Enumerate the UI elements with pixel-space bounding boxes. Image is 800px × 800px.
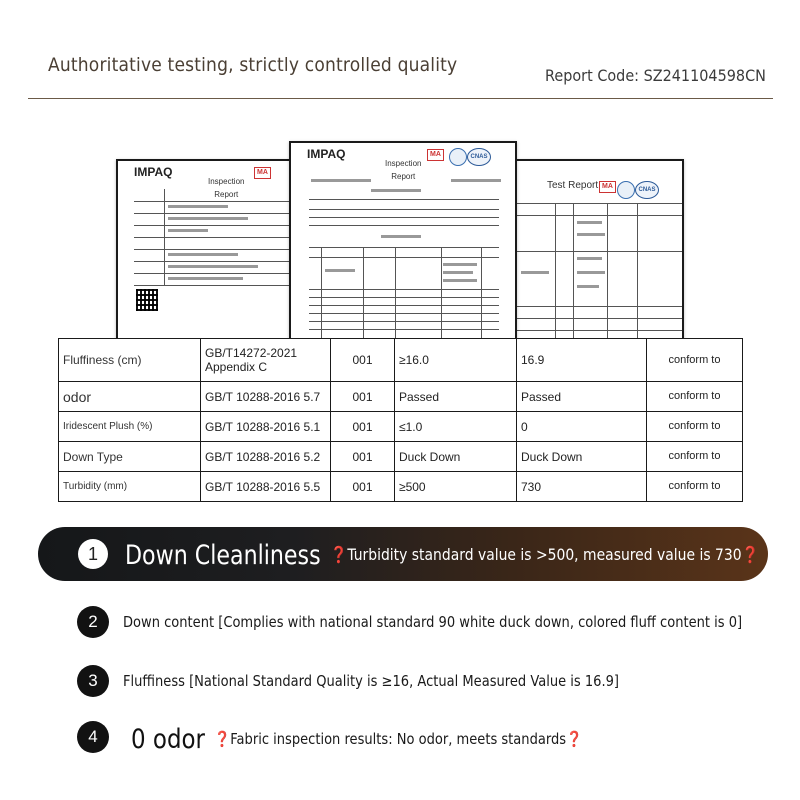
conclusion: conform to	[647, 412, 743, 442]
report-document-right	[505, 159, 684, 348]
test-item: odor	[59, 382, 201, 412]
report-code: Report Code: SZ241104598CN	[545, 66, 766, 85]
number-badge: 3	[77, 665, 109, 697]
impaq-logo: IMPAQ	[307, 147, 346, 161]
conclusion: conform to	[647, 472, 743, 502]
impaq-logo: IMPAQ	[134, 165, 173, 179]
number-badge: 2	[77, 606, 109, 638]
report-title: Inspection Report	[208, 177, 245, 199]
table-row	[59, 339, 743, 382]
ma-stamp: MA	[254, 167, 271, 179]
requirement: ≥500	[395, 472, 517, 502]
test-standard: GB/T 10288-2016 5.2	[201, 442, 331, 472]
highlight-text: ❓Fabric inspection results: No odor, meets standards❓	[214, 730, 583, 748]
ilac-seal-icon	[449, 148, 467, 166]
measured-value: 730	[517, 472, 647, 502]
ma-stamp: MA	[599, 181, 616, 193]
test-item: Fluffiness (cm)	[59, 339, 201, 382]
cnas-seal: CNAS	[635, 181, 659, 199]
test-standard: GB/T 10288-2016 5.1	[201, 412, 331, 442]
sample-number: 001	[331, 339, 395, 382]
highlight-title: Down Cleanliness	[125, 540, 321, 571]
ilac-seal-icon	[617, 181, 635, 199]
test-standard: GB/T14272-2021 Appendix C	[201, 339, 331, 382]
test-item: Turbidity (mm)	[59, 472, 201, 502]
measured-value: Passed	[517, 382, 647, 412]
sample-number: 001	[331, 412, 395, 442]
ma-stamp: MA	[427, 149, 444, 161]
requirement: Passed	[395, 382, 517, 412]
number-badge: 4	[77, 721, 109, 753]
header-divider	[28, 98, 773, 99]
table-row	[59, 442, 743, 472]
header-title: Authoritative testing, strictly controlled quality	[48, 54, 458, 76]
test-item: Down Type	[59, 442, 201, 472]
measured-value: 16.9	[517, 339, 647, 382]
highlight-text: Down content [Complies with national standard 90 white duck down, colored fluff content is 0]	[123, 613, 743, 631]
requirement: Duck Down	[395, 442, 517, 472]
measured-value: 0	[517, 412, 647, 442]
sample-number: 001	[331, 382, 395, 412]
test-standard: GB/T 10288-2016 5.7	[201, 382, 331, 412]
qr-code-icon	[136, 289, 158, 311]
requirement: ≤1.0	[395, 412, 517, 442]
test-results-table	[58, 338, 743, 502]
report-document-center	[289, 141, 517, 350]
measured-value: Duck Down	[517, 442, 647, 472]
test-item: Iridescent Plush (%)	[59, 412, 201, 442]
report-title: Test Report	[547, 180, 599, 191]
cnas-seal: CNAS	[467, 148, 491, 166]
highlight-title: 0 odor	[131, 724, 205, 755]
sample-number: 001	[331, 442, 395, 472]
conclusion: conform to	[647, 339, 743, 382]
conclusion: conform to	[647, 442, 743, 472]
highlight-text: Fluffiness [National Standard Quality is ≥16, Actual Measured Value is 16.9]	[123, 672, 620, 690]
sample-number: 001	[331, 472, 395, 502]
table-row	[59, 472, 743, 502]
requirement: ≥16.0	[395, 339, 517, 382]
table-row	[59, 412, 743, 442]
test-standard: GB/T 10288-2016 5.5	[201, 472, 331, 502]
table-row	[59, 382, 743, 412]
report-document-left	[116, 159, 300, 348]
report-title: Inspection Report	[385, 159, 422, 181]
highlight-text: ❓Turbidity standard value is >500, measured value is 730❓	[330, 545, 759, 564]
conclusion: conform to	[647, 382, 743, 412]
number-badge: 1	[78, 539, 108, 569]
